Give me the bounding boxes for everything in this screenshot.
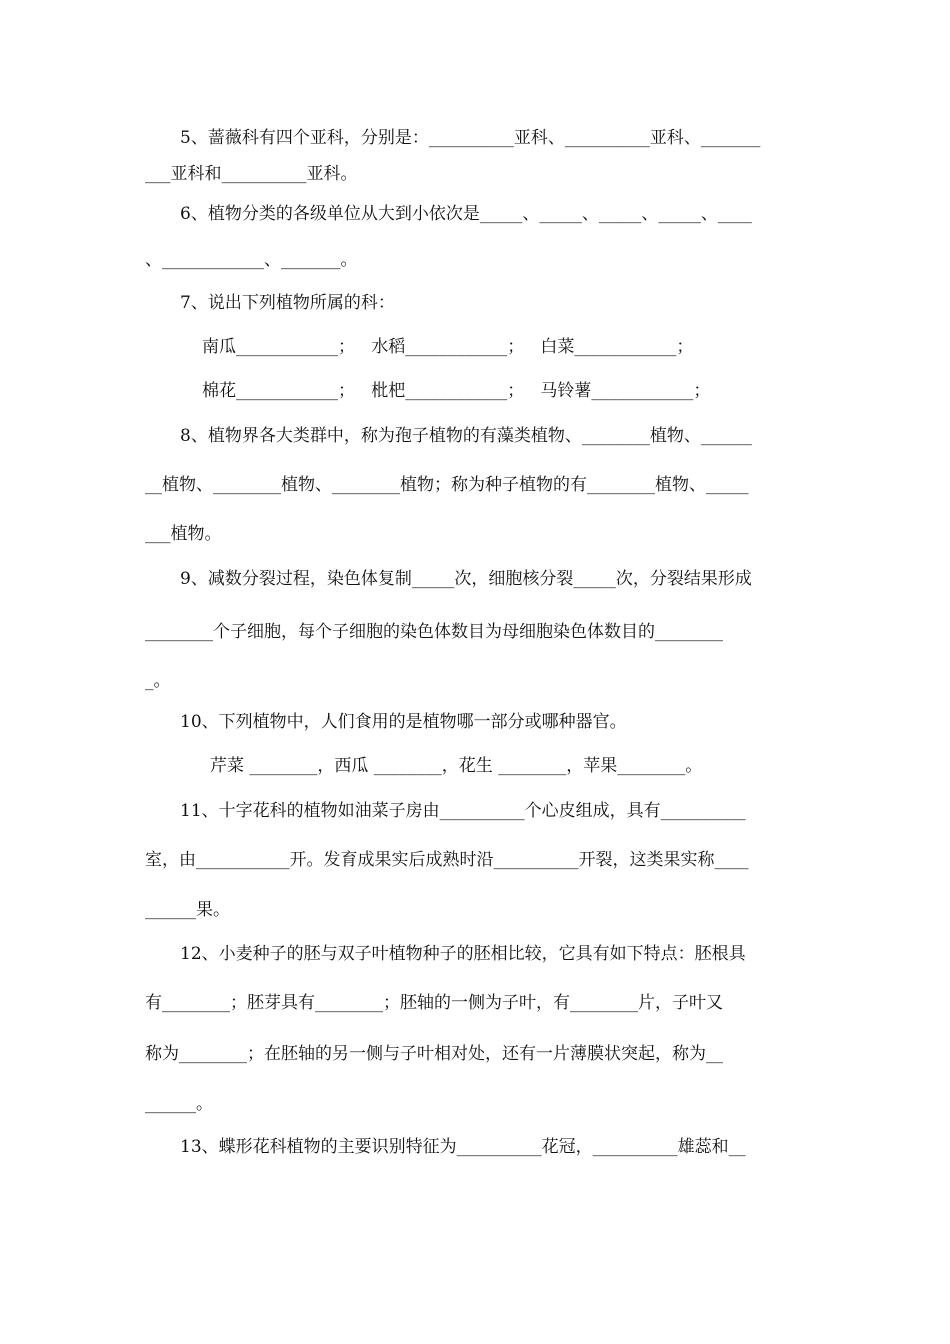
text-line: 5、蔷薇科有四个亚科，分别是：__________亚科、__________亚科、_______ <box>180 128 761 148</box>
text-line: __植物、________植物、________植物；称为种子植物的有________植物、_____ <box>145 475 749 495</box>
text-line: 称为________；在胚轴的另一侧与子叶相对处，还有一片薄膜状突起，称为__ <box>145 1044 723 1064</box>
text-line: 10、下列植物中，人们食用的是植物哪一部分或哪种器官。 <box>180 712 627 732</box>
text-line: 11、十字花科的植物如油菜子房由__________个心皮组成，具有__________ <box>180 801 746 821</box>
text-line: ___植物。 <box>145 524 222 544</box>
text-line: 棉花____________； 枇杷____________； 马铃薯____________； <box>202 381 711 401</box>
text-line: ______果。 <box>145 900 230 920</box>
text-line: 、____________、_______。 <box>145 250 358 270</box>
text-line: 南瓜____________； 水稻____________； 白菜____________； <box>202 337 694 357</box>
text-line: 13、蝶形花科植物的主要识别特征为__________花冠，__________雄蕊和__ <box>180 1137 746 1157</box>
text-line: 有________；胚芽具有________；胚轴的一侧为子叶，有________片，子叶又 <box>145 993 723 1013</box>
text-line: 9、减数分裂过程，染色体复制_____次，细胞核分裂_____次，分裂结果形成 <box>180 569 752 589</box>
text-line: 室，由___________开。发育成果实后成熟时沿__________开裂，这类果实称____ <box>145 850 749 870</box>
text-line: ________个子细胞，每个子细胞的染色体数目为母细胞染色体数目的________ <box>145 622 723 642</box>
text-line: 7、说出下列植物所属的科： <box>180 293 395 313</box>
text-line: _。 <box>145 671 171 691</box>
text-line: ___亚科和__________亚科。 <box>145 164 358 184</box>
text-line: ______。 <box>145 1094 213 1114</box>
text-line: 12、小麦种子的胚与双子叶植物种子的胚相比较，它具有如下特点：胚根具 <box>180 944 746 964</box>
text-line: 芹菜 ________，西瓜 ________，花生 ________，苹果________。 <box>210 756 703 776</box>
text-line: 6、植物分类的各级单位从大到小依次是_____、_____、_____、_____、____ <box>180 204 752 224</box>
text-line: 8、植物界各大类群中，称为孢子植物的有藻类植物、________植物、______ <box>180 426 752 446</box>
